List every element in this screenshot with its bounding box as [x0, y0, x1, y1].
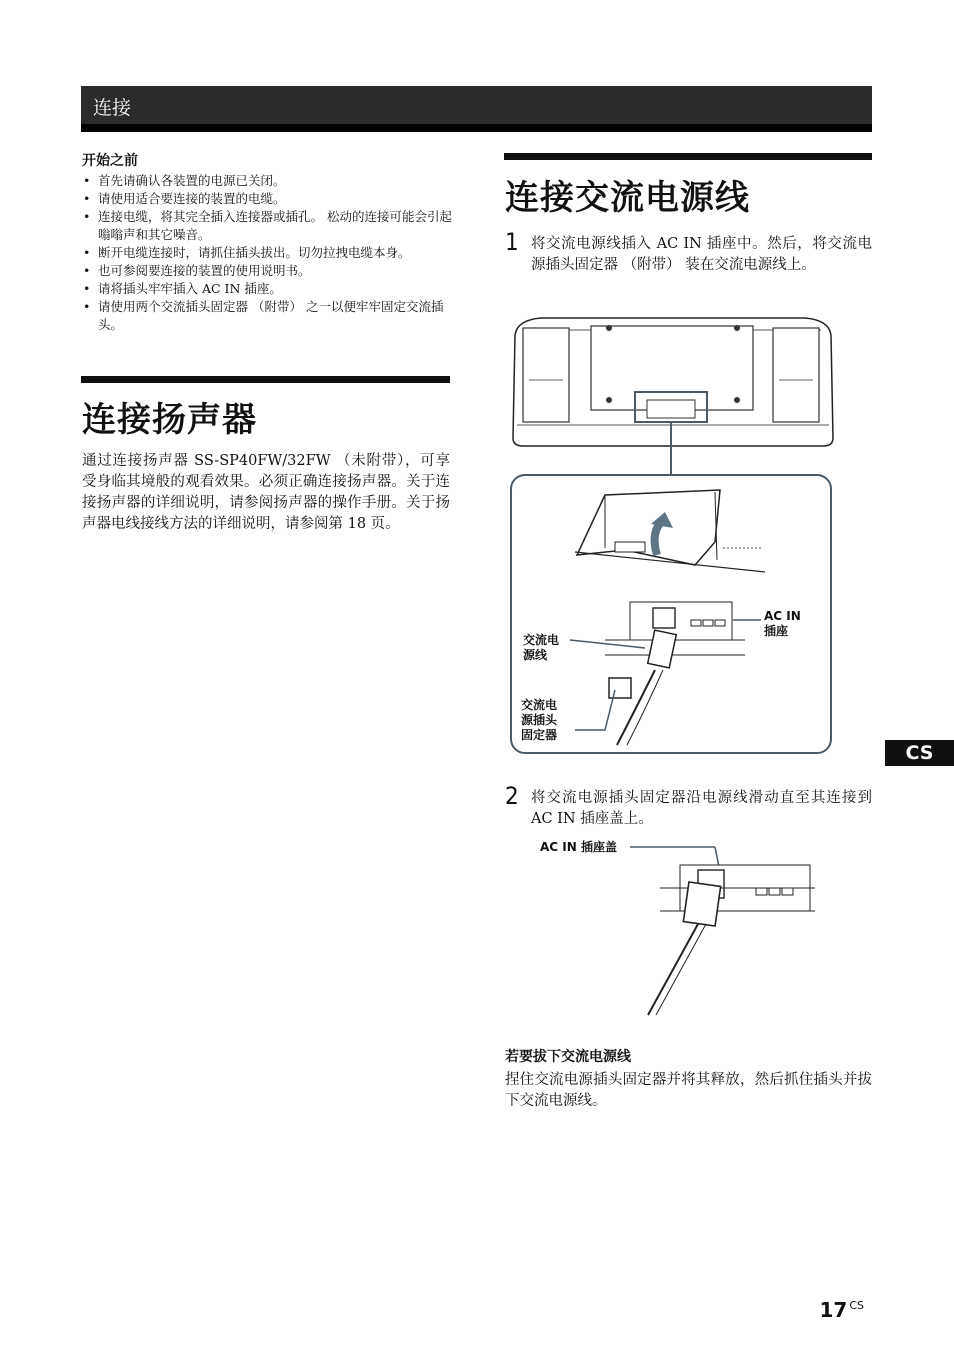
page-number	[819, 1298, 864, 1322]
speakers-heading: 连接扬声器	[82, 400, 257, 440]
list-item: • 连接电缆，将其完全插入连接器或插孔。 松动的连接可能会引起嗡嗡声和其它噪音。	[82, 208, 452, 244]
ac-rule	[504, 153, 872, 160]
power-cord-label-line-2: 源线	[523, 648, 548, 662]
tv-back-ac-figure	[505, 310, 840, 760]
step-1-text: 将交流电源线插入 AC IN 插座中。然后，将交流电源插头固定器 （附带） 装在交流电源线上。	[531, 236, 872, 273]
list-item: • 首先请确认各装置的电源已关闭。	[82, 172, 452, 190]
speakers-rule	[81, 376, 450, 383]
language-tab: CS	[885, 740, 954, 766]
power-cord-label-line-1: 交流电	[523, 633, 560, 647]
ac-in-cover-label: AC IN 插座盖	[540, 840, 617, 854]
ac-heading: 连接交流电源线	[505, 178, 750, 218]
plug-holder-label-line-2: 源插头	[521, 713, 558, 727]
speakers-body: 通过连接扬声器 SS-SP40FW/32FW （未附带），可享受身临其境般的观看效果。必须正确连接扬声器。关于连接扬声器的详细说明，请参阅扬声器的操作手册。关于扬声器电线接线方法的详细说明，请参阅第 18 页。	[82, 453, 450, 532]
step-2-text: 将交流电源插头固定器沿电源线滑动直至其连接到 AC IN 插座盖上。	[531, 790, 872, 827]
unplug-title: 若要拔下交流电源线	[505, 1049, 631, 1065]
power-cord-label	[523, 633, 559, 663]
plug-holder-label-line-1: 交流电	[521, 698, 558, 712]
section-header-bar	[81, 86, 872, 132]
ac-in-label	[764, 609, 801, 639]
before-bullet-list	[82, 172, 452, 334]
plug-holder-label-line-3: 固定器	[521, 728, 558, 742]
list-item: • 断开电缆连接时，请抓住插头拔出。切勿拉拽电缆本身。	[82, 244, 452, 262]
list-item: • 请使用两个交流插头固定器 （附带） 之一以便牢牢固定交流插头。	[82, 298, 452, 334]
ac-in-label-line-2: 插座	[764, 624, 789, 638]
before-you-begin-title: 开始之前	[82, 153, 138, 169]
ac-cover-figure	[620, 840, 820, 1020]
page-number-suffix: CS	[849, 1299, 864, 1312]
unplug-text: 捏住交流电源插头固定器并将其释放，然后抓住插头并拔下交流电源线。	[505, 1072, 872, 1109]
ac-in-label-line-1: AC IN	[764, 609, 801, 623]
step-1-number: 1	[505, 228, 519, 256]
list-item: • 请使用适合要连接的装置的电缆。	[82, 190, 452, 208]
page-number-value: 17	[819, 1298, 848, 1322]
step-2-number: 2	[505, 782, 519, 810]
list-item: • 请将插头牢牢插入 AC IN 插座。	[82, 280, 452, 298]
section-title: 连接	[93, 97, 132, 119]
list-item: • 也可参阅要连接的装置的使用说明书。	[82, 262, 452, 280]
plug-holder-label	[521, 698, 557, 743]
